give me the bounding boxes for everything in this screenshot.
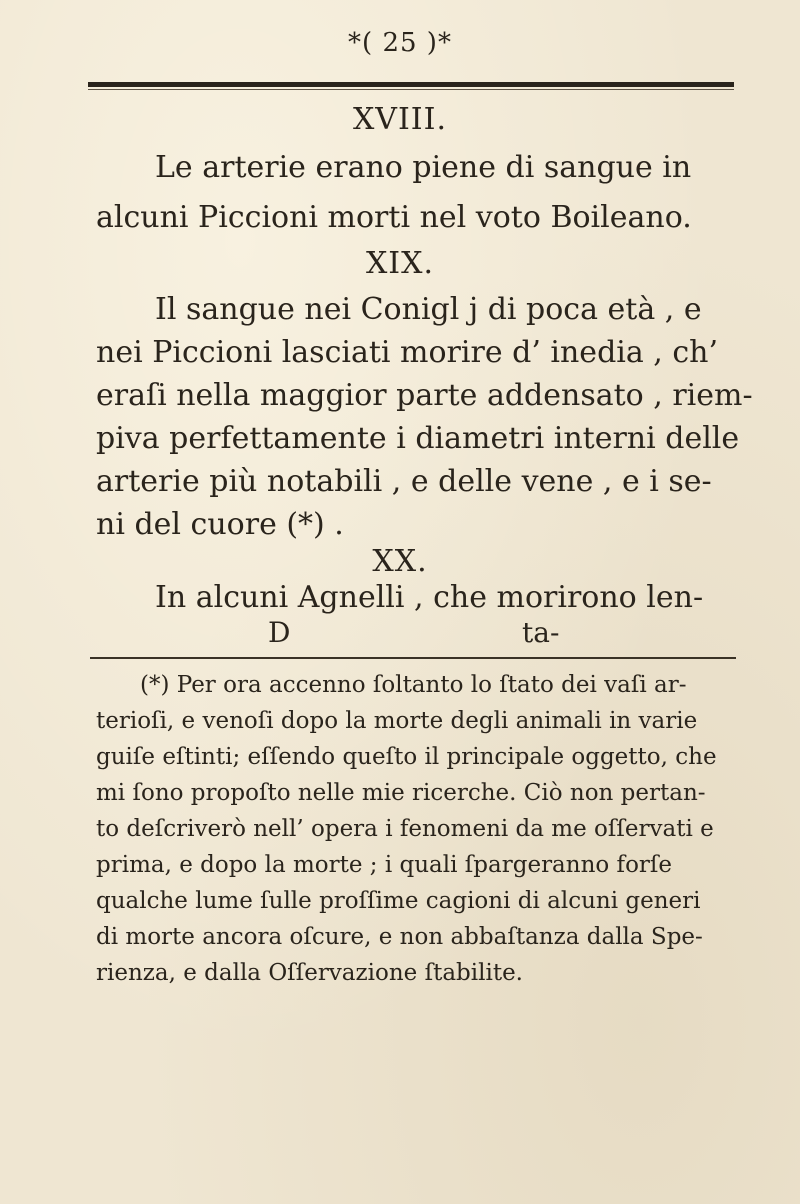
footnote-line: [96, 852, 736, 878]
footnote-line-content: to deſcriverò nell’ opera i fenomeni da me oſſervati e: [96, 816, 714, 842]
footnote-line: [96, 816, 736, 842]
footnote-line-content: qualche lume ſulle proſſime cagioni di alcuni generi: [96, 888, 701, 914]
footnote-line-content: prima, e dopo la morte ; i quali ſpargeranno forſe: [96, 852, 673, 878]
footnote-line-content: mi ſono propoſto nelle mie ricerche. Ciò non pertan-: [96, 780, 706, 806]
text-line-content: In alcuni Agnelli , che morirono len-: [155, 580, 704, 615]
catchword: ta-: [522, 616, 560, 649]
section-number-xx: XX.: [372, 544, 428, 579]
page-number-header: *( 25 )*: [348, 28, 452, 58]
text-line: [96, 200, 736, 235]
text-line: [96, 421, 740, 456]
footnote-line-content: guiſe eſtinti; eſſendo queſto il principale oggetto, che: [96, 744, 717, 770]
footnote-line-content: terioſi, e venoſi dopo la morte degli animali in varie: [96, 708, 698, 734]
footnote-line: [96, 960, 736, 986]
header-rule-thin: [88, 89, 734, 90]
header-rule: [88, 82, 734, 87]
text-line: [155, 150, 736, 185]
text-line: [96, 507, 736, 542]
footnote-line: [96, 780, 736, 806]
text-line-content: ni del cuore (*) .: [96, 507, 344, 542]
text-line-content: piva perfettamente i diametri interni delle: [96, 421, 740, 456]
footnote-line-content: rienza, e dalla Oſſervazione ſtabilite.: [96, 960, 523, 986]
footnote-line-content: (*) Per ora accenno ſoltanto lo ſtato dei vaſi ar-: [140, 672, 687, 698]
section-number-xviii: XVIII.: [352, 102, 448, 137]
text-line-content: nei Piccioni lasciati morire d’ inedia , ch’: [96, 335, 719, 370]
footnote-line: [96, 708, 736, 734]
text-line-content: Il sangue nei Conigl j di poca età , e: [155, 292, 702, 327]
text-line-content: arterie più notabili , e delle vene , e i se-: [96, 464, 712, 499]
text-line-content: eraſi nella maggior parte addensato , riem-: [96, 378, 753, 413]
footnote-line: [96, 924, 736, 950]
text-line: [96, 335, 736, 370]
footnote-line: [140, 672, 736, 698]
text-line: [96, 378, 753, 413]
footnote-rule: [90, 657, 736, 659]
footnote-line: [96, 888, 736, 914]
text-line-content: alcuni Piccioni morti nel voto Boileano.: [96, 200, 692, 235]
text-line-content: Le arterie erano piene di sangue in: [155, 150, 692, 185]
text-line: [155, 580, 736, 615]
text-line: [96, 464, 736, 499]
signature-mark: D: [268, 616, 291, 649]
section-number-xix: XIX.: [365, 246, 435, 281]
text-line: [155, 292, 736, 327]
footnote-line: [96, 744, 736, 770]
footnote-line-content: di morte ancora oſcure, e non abbaſtanza dalla Spe-: [96, 924, 703, 950]
